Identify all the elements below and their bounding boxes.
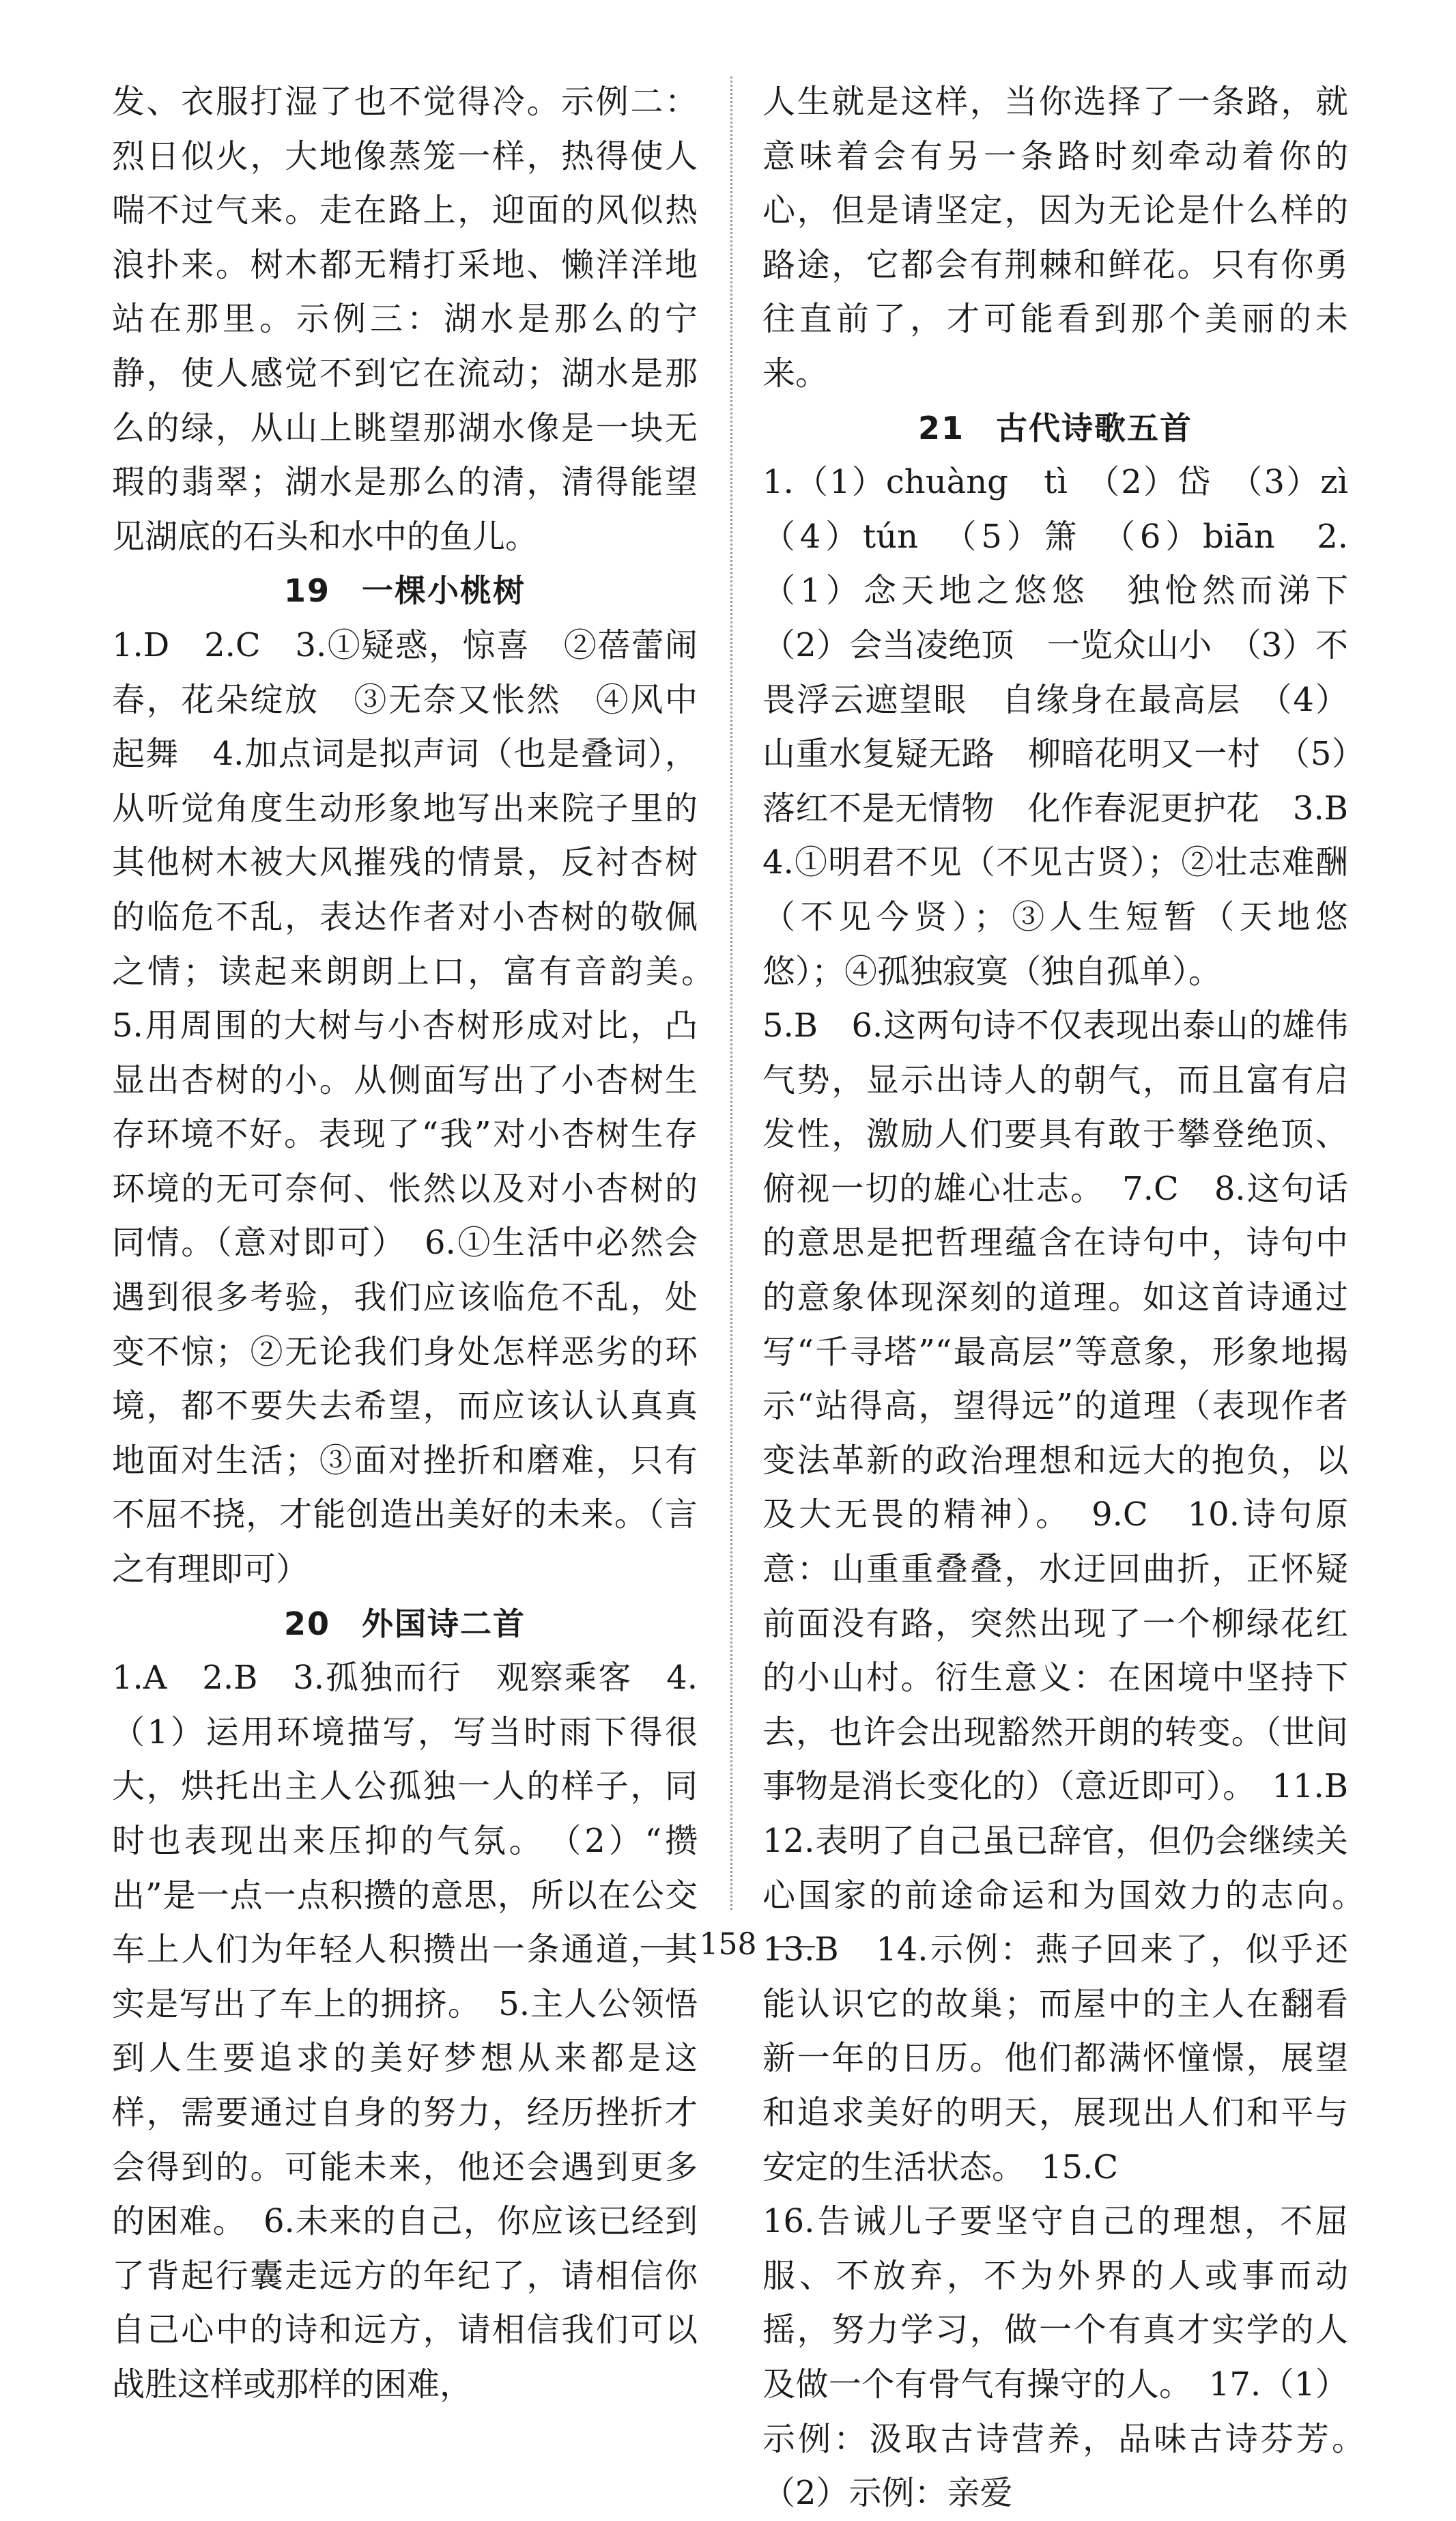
section-19-title: 一棵小桃树 — [362, 572, 526, 610]
footer-dash-left — [641, 1946, 682, 1947]
column-divider — [730, 76, 732, 1910]
section-20-answers: 1.A 2.B 3.孤独而行 观察乘客 4.（1）运用环境描写，写当时雨下得很大，烘托出主人公孤独一人的样子，同时也表现出来压抑的气氛。 （2）“攒出”是一点一点积攒的意思，所以在公交车上人们为年轻人积攒出一条通道，其实是写出了车上的拥挤。 5.主人公领悟到人生要追求的美好梦想从来都是这样，需要通过自身的努力，经历挫折才会得到的。可能未来，他还会遇到更多的困难。 6.未来的自己，你应该已经到了背起行囊走远方的年纪了，请相信你自己心中的诗和远方，请相信我们可以战胜这样或那样的困难， — [112, 1659, 698, 2404]
section-19-number: 19 — [283, 572, 330, 610]
section-21-answers-part2: 5.B 6.这两句诗不仅表现出泰山的雄伟气势，显示出诗人的朝气，而且富有启发性，激励人们要具有敢于攀登绝顶、俯视一切的雄心壮志。 7.C 8.这句话的意思是把哲理蕴含在诗句中，诗句中的意象体现深刻的道理。如这首诗通过写“千寻塔”“最高层”等意象，形象地揭示“站得高，望得远”的道理（表现作者变法革新的政治理想和远大的抱负，以及大无畏的精神）。 9.C 10.诗句原意：山重重叠叠，水迂回曲折，正怀疑前面没有路，突然出现了一个柳绿花红的小山村。衍生意义：在困境中坚持下去，也许会出现豁然开朗的转变。（世间事物是消长变化的）（意近即可）。 11.B 12.表明了自己虽已辞官，但仍会继续关心国家的前途命运和为国效力的志向。 13.B 14.示例：燕子回来了，似乎还能认识它的故巢；而屋中的主人在翻看新一年的日历。他们都满怀憧憬，展望和追求美好的明天，展现出人们和平与安定的生活状态。 15.C — [762, 1006, 1382, 2186]
section-19-answers: 1.D 2.C 3.①疑惑，惊喜 ②蓓蕾闹春，花朵绽放 ③无奈又怅然 ④风中起舞 4.加点词是拟声词（也是叠词），从听觉角度生动形象地写出来院子里的其他树木被大风摧残的情景，反衬杏树的临危不乱，表达作者对小杏树的敬佩之情；读起来朗朗上口，富有音韵美。 5.用周围的大树与小杏树形成对比，凸显出杏树的小。从侧面写出了小杏树生存环境不好。表现了“我”对小杏树生存环境的无可奈何、怅然以及对小杏树的同情。（意对即可） 6.①生活中必然会遇到很多考验，我们应该临危不乱，处变不惊；②无论我们身处怎样恶劣的环境，都不要失去希望，而应该认认真真地面对生活；③面对挫折和磨难，只有不屈不挠，才能创造出美好的未来。（言之有理即可） — [112, 625, 731, 1589]
section-20-title: 外国诗二首 — [362, 1605, 526, 1642]
section-21-title: 古代诗歌五首 — [996, 409, 1193, 447]
page-number: 158 — [699, 1927, 757, 1962]
section-20-heading — [112, 1597, 698, 1652]
section-19-heading — [112, 564, 698, 619]
section-20-number: 20 — [283, 1605, 330, 1642]
footer-dash-right — [774, 1946, 815, 1947]
right-intro-paragraph: 人生就是这样，当你选择了一条路，就意味着会有另一条路时刻牵动着你的心，但是请坚定，因为无论是什么样的路途，它都会有荆棘和鲜花。只有你勇往直前了，才可能看到那个美丽的未来。 — [762, 83, 1348, 393]
left-intro-paragraph: 发、衣服打湿了也不觉得冷。示例二：烈日似火，大地像蒸笼一样，热得使人喘不过气来。走在路上，迎面的风似热浪扑来。树木都无精打采地、懒洋洋地站在那里。示例三：湖水是那么的宁静，使人感觉不到它在流动；湖水是那么的绿，从山上眺望那湖水像是一块无瑕的翡翠；湖水是那么的清，清得能望见湖底的石头和水中的鱼儿。 — [112, 83, 698, 556]
section-21-answers-part1: 1.（1）chuàng tì （2）岱 （3）zì （4）tún （5）箫 （6）biān 2.（1）念天地之悠悠 独怆然而涕下 （2）会当凌绝顶 一览众山小 （3）不畏浮云遮望眼 自缘身在最高层 （4）山重水复疑无路 柳暗花明又一村 （5）落红不是无情物 化作春泥更护花 3.B 4.①明君不见（不见古贤）；②壮志难酬（不见今贤）；③人生短暂（天地悠悠）；④孤独寂寞（独自孤单）。 — [762, 463, 1382, 991]
right-column — [762, 75, 1382, 2513]
section-21-heading — [762, 402, 1348, 456]
section-21-number: 21 — [917, 409, 965, 447]
section-21-answers-part3: 16.告诫儿子要坚守自己的理想，不屈服、不放弃，不为外界的人或事而动摇，努力学习，做一个有真才实学的人及做一个有骨气有操守的人。 17.（1）示例：汲取古诗营养，品味古诗芬芳。 （2）示例：亲爱 — [762, 2202, 1382, 2513]
page-footer — [0, 1927, 1456, 1962]
